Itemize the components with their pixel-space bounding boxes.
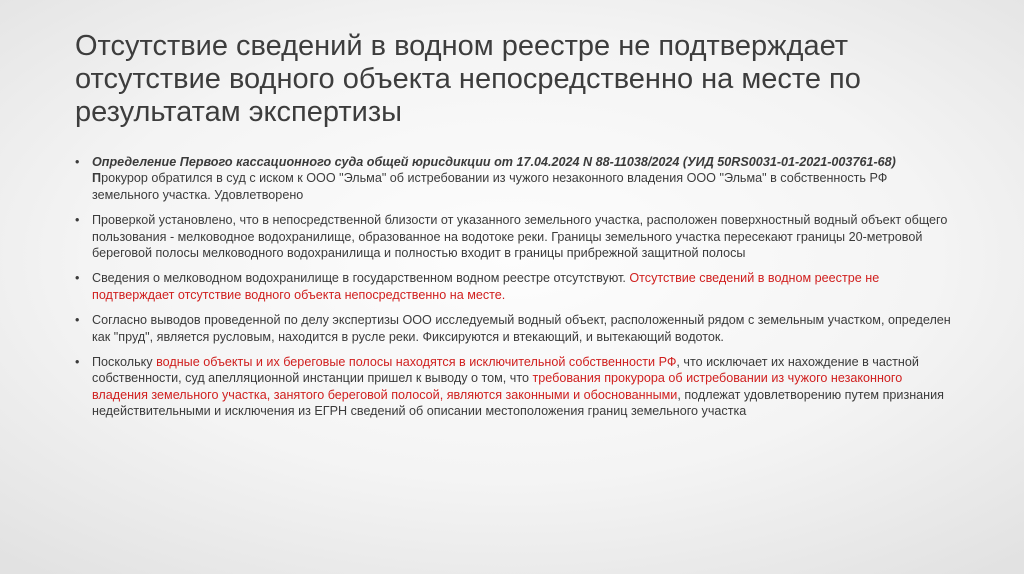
court-decision-text-1: Поскольку xyxy=(92,355,157,370)
bullet-item-4 xyxy=(75,312,955,345)
bullet-icon: • xyxy=(75,213,80,228)
registry-conclusion-highlight: Отсутствие сведений в водном реестре не подтверждает отсутствие водного объекта непосредственно на месте. xyxy=(92,271,880,302)
slide-title: Отсутствие сведений в водном реестре не подтверждает отсутствие водного объекта непосредственно на месте по результатам экспертизы xyxy=(75,30,861,128)
expertise-conclusion-text: Согласно выводов проведенной по делу экспертизы ООО исследуемый водный объект, расположенный рядом с земельным участком, определен как "пруд", является русловым, находится в русле реки. Фиксируются и втекающий, и вытекающий водоток. xyxy=(92,313,951,344)
case-summary-text: рокурор обратился в суд с иском к ООО "Эльма" об истребовании из чужого незаконного владения ООО "Эльма" в собственность РФ земельного участка. Удовлетворено xyxy=(92,171,888,202)
drop-letter: П xyxy=(92,171,102,186)
inspection-finding-text: Проверкой установлено, что в непосредственной близости от указанного земельного участка, расположен поверхностный водный объект общего пользования - мелководное водохранилище, образованное на водотоке реки. Границы земельного участка пересекают границы 20-метровой береговой полосы мелководного водохранилища и полностью входит в границы прибрежной защитной полосы xyxy=(92,213,948,261)
court-ruling-heading: Определение Первого кассационного суда общей юрисдикции от 17.04.2024 N 88-11038/2024 (УИД 50RS0031-01-2021-003761-68) xyxy=(92,155,896,169)
bullet-icon: • xyxy=(75,313,80,328)
registry-absence-text: Сведения о мелководном водохранилище в государственном водном реестре отсутствуют. xyxy=(92,271,630,286)
bullet-icon: • xyxy=(75,271,80,286)
bullet-item-5 xyxy=(75,354,955,420)
court-decision-text-3: , подлежат удовлетворению путем признания недействительными и исключения из ЕГРН сведений об описании местоположения границ земельного участка xyxy=(92,387,944,419)
court-decision-text-2: , что исключает их нахождение в частной собственности, суд апелляционной инстанции пришел к выводу о том, что xyxy=(92,355,919,386)
bullet-icon: • xyxy=(75,155,80,169)
slide-content xyxy=(75,154,955,429)
bullet-item-1 xyxy=(75,154,955,203)
bullet-item-2 xyxy=(75,212,955,261)
bullet-icon: • xyxy=(75,355,80,370)
prosecutor-claims-highlight: требования прокурора об истребовании из чужого незаконного владения земельного участка, занятого береговой полосой, являются законными и обоснованными xyxy=(92,371,903,402)
bullet-item-3 xyxy=(75,270,955,303)
federal-ownership-highlight: водные объекты и их береговые полосы находятся в исключительной собственности РФ xyxy=(156,355,677,370)
